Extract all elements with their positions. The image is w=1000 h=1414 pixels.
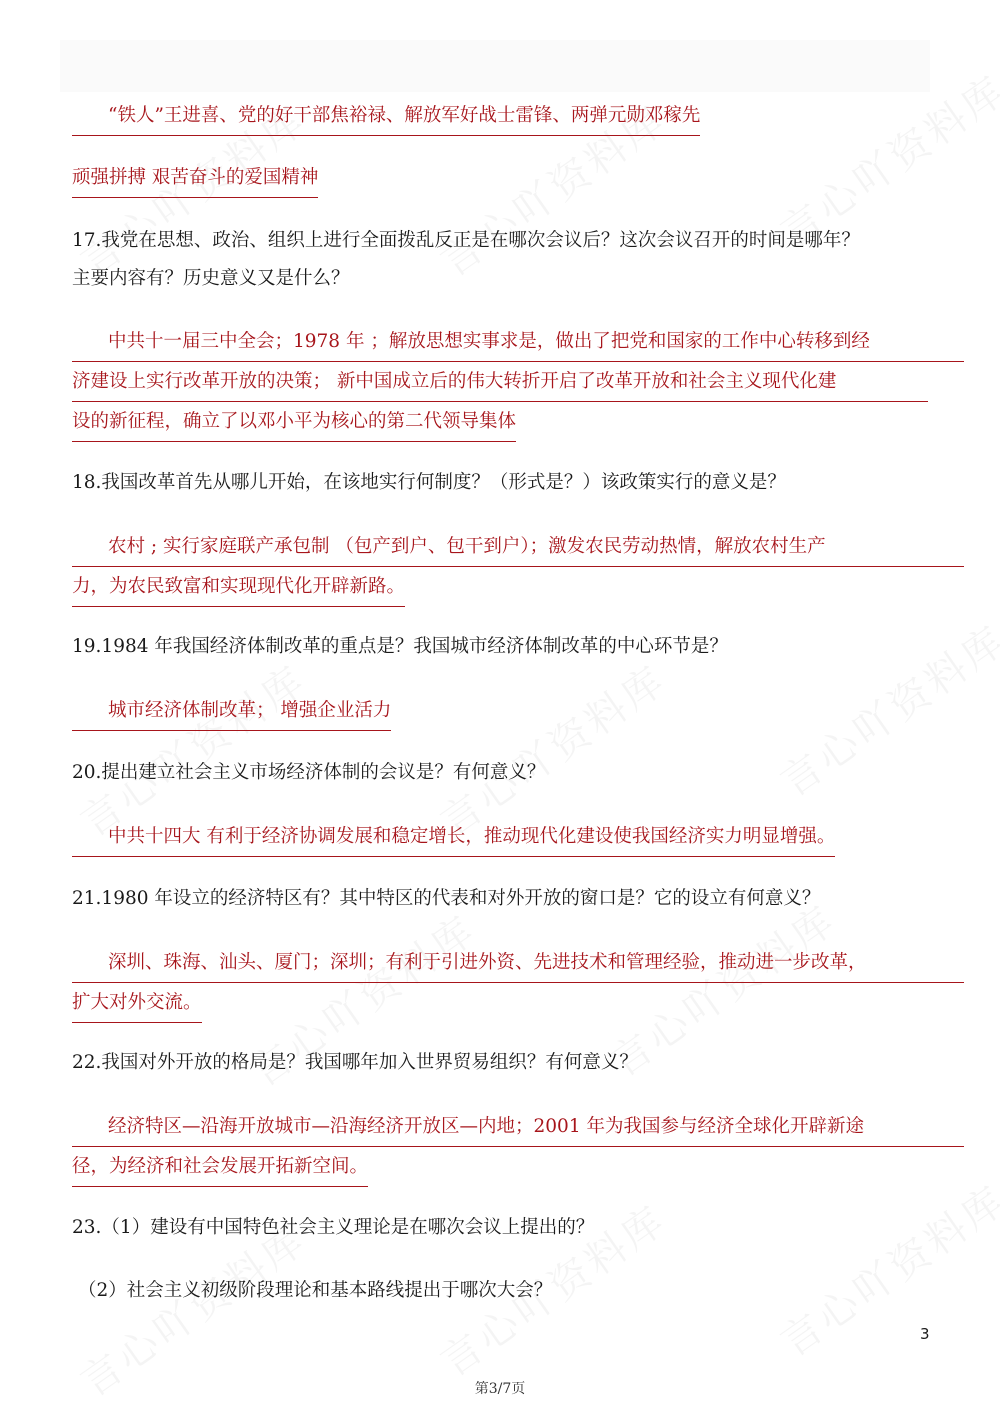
question-23-part-2: （2）社会主义初级阶段理论和基本路线提出于哪次大会？ [78, 1280, 553, 1301]
answer-21 [72, 943, 964, 1023]
watermark [768, 1169, 1000, 1367]
question-17: 17.我党在思想、政治、组织上进行全面拨乱反正是在哪次会议后？这次会议召开的时间是哪年？ [72, 230, 860, 251]
header-band [60, 40, 930, 92]
answer-20 [72, 817, 835, 857]
answer-line: 济建设上实行改革开放的决策； 新中国成立后的伟大转折开启了改革开放和社会主义现代化建 [72, 362, 928, 402]
answer-line: 中共十四大 有利于经济协调发展和稳定增长，推动现代化建设使我国经济实力明显增强。 [72, 817, 835, 857]
answer-19 [72, 691, 391, 731]
answer-line: 经济特区—沿海开放城市—沿海经济开放区—内地；2001 年为我国参与经济全球化开辟新途 [72, 1107, 964, 1147]
question-23-part-1: 23.（1）建设有中国特色社会主义理论是在哪次会议上提出的？ [72, 1217, 595, 1238]
page-number: 3 [920, 1325, 930, 1343]
page-footer: 第3/7页 [474, 1381, 526, 1397]
answer-17 [72, 322, 964, 442]
answer-line: 农村 ; 实行家庭联产承包制 （包产到户、包干到户）；激发农民劳动热情，解放农村生产 [72, 527, 964, 567]
answer-22 [72, 1107, 964, 1187]
answer-16-cont [72, 158, 318, 198]
answer-line: 扩大对外交流。 [72, 983, 202, 1023]
answer-line: 径，为经济和社会发展开拓新空间。 [72, 1147, 368, 1187]
question-22: 22.我国对外开放的格局是？我国哪年加入世界贸易组织？有何意义？ [72, 1052, 638, 1073]
watermark [768, 609, 1000, 807]
answer-16 [72, 96, 700, 136]
answer-line: 中共十一届三中全会；1978 年 ；解放思想实事求是，做出了把党和国家的工作中心转移到经 [72, 322, 964, 362]
question-20: 20.提出建立社会主义市场经济体制的会议是？有何意义？ [72, 762, 546, 783]
answer-line: 顽强拼搏 艰苦奋斗的爱国精神 [72, 158, 318, 198]
question-17-cont: 主要内容有？历史意义又是什么？ [72, 268, 350, 289]
question-19: 19.1984 年我国经济体制改革的重点是？我国城市经济体制改革的中心环节是？ [72, 636, 728, 657]
answer-line: 城市经济体制改革； 增强企业活力 [72, 691, 391, 731]
question-21: 21.1980 年设立的经济特区有？其中特区的代表和对外开放的窗口是？它的设立有何意义？ [72, 888, 821, 909]
question-18: 18.我国改革首先从哪儿开始，在该地实行何制度？（形式是？）该政策实行的意义是？ [72, 472, 786, 493]
answer-line: 力，为农民致富和实现现代化开辟新路。 [72, 567, 405, 607]
answer-line: “铁人”王进喜、党的好干部焦裕禄、解放军好战士雷锋、两弹元勋邓稼先 [72, 96, 700, 136]
answer-line: 深圳、珠海、汕头、厦门；深圳；有利于引进外资、先进技术和管理经验，推动进一步改革， [72, 943, 964, 983]
answer-line: 设的新征程，确立了以邓小平为核心的第二代领导集体 [72, 402, 516, 442]
answer-18 [72, 527, 964, 607]
